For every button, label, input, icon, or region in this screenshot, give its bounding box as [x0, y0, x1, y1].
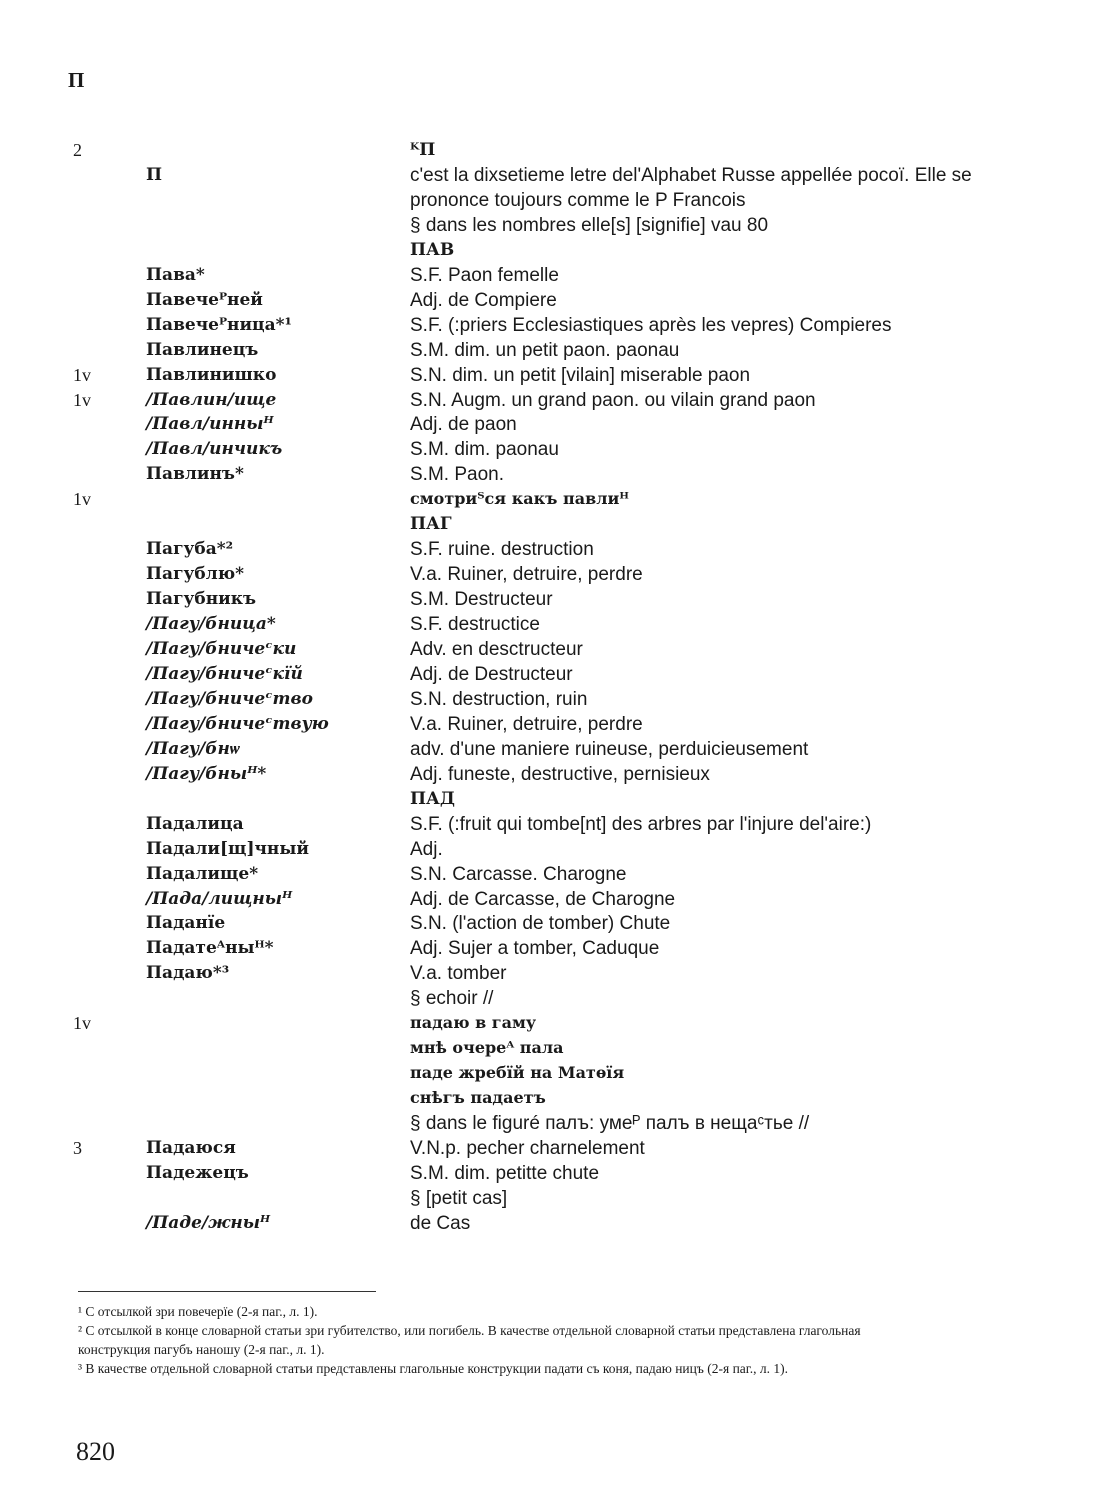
margin-note: 1v: [73, 364, 91, 385]
entry-row: [0, 414, 1109, 439]
definition: § [petit cas]: [410, 1187, 508, 1209]
headword: /Паде/жныᴴ: [146, 1212, 271, 1233]
running-head: П: [68, 68, 85, 92]
entry-row: [0, 439, 1109, 464]
definition: S.N. dim. un petit [vilain] miserable paon: [410, 364, 751, 386]
headword: Павлинецъ: [146, 339, 259, 360]
headword: /Пагу/бничеᶜтво: [146, 688, 313, 709]
headword: /Павл/инныᴴ: [146, 414, 274, 435]
entry-row: [0, 889, 1109, 914]
headword: /Пагу/бничеᶜтвую: [146, 713, 329, 734]
headword: Падатеᴬныᴴ*: [146, 938, 274, 959]
entry-row: [0, 714, 1109, 739]
entry-row: [0, 839, 1109, 864]
entry-row: [0, 365, 1109, 390]
page-number: 820: [76, 1437, 115, 1466]
entry-row: [0, 1038, 1109, 1063]
definition: снѣгъ падаетъ: [410, 1088, 546, 1108]
definition: S.M. Paon.: [410, 464, 504, 486]
entry-row: [0, 764, 1109, 789]
entry-row: [0, 938, 1109, 963]
entry-row: [0, 140, 1109, 165]
definition: Adj. de Carcasse, de Charogne: [410, 888, 676, 910]
headword: Паданїе: [146, 913, 226, 934]
entry-row: [0, 864, 1109, 889]
entry-row: [0, 963, 1109, 988]
entry-row: [0, 1213, 1109, 1238]
headword: Падалище*: [146, 863, 259, 884]
section-heading: ПАД: [410, 788, 456, 809]
entry-row: [0, 340, 1109, 365]
definition: смотриᵀся какъ павлиᴴ: [410, 489, 629, 509]
entry-row: [0, 165, 1109, 190]
headword: Падалица: [146, 813, 244, 834]
entry-row: [0, 290, 1109, 315]
headword: Падежецъ: [146, 1162, 249, 1183]
headword: Павлинишко: [146, 364, 277, 385]
headword: Пагубникъ: [146, 589, 257, 610]
definition: мнѣ очереᴬ пала: [410, 1038, 564, 1058]
entry-row: [0, 789, 1109, 814]
definition: S.N. Augm. un grand paon. ou vilain grand paon: [410, 389, 816, 411]
entry-row: [0, 689, 1109, 714]
definition: S.N. Carcasse. Charogne: [410, 863, 627, 885]
definition: de Cas: [410, 1212, 471, 1234]
margin-note: 2: [73, 140, 82, 160]
definition: S.M. dim. petitte chute: [410, 1162, 600, 1184]
headword: /Павл/инчикъ: [146, 439, 283, 460]
entry-row: [0, 240, 1109, 265]
margin-note: 1v: [73, 1013, 91, 1034]
definition: V.N.p. pecher charnelement: [410, 1138, 645, 1159]
definition: Adj. Sujer a tomber, Caduque: [410, 938, 660, 960]
headword: /Пагу/бничеᶜки: [146, 639, 297, 659]
entry-row: [0, 589, 1109, 614]
headword: Пагуба*²: [146, 539, 234, 560]
entry-row: [0, 664, 1109, 689]
entry-row: [0, 489, 1109, 514]
definition: S.N. (l'action de tomber) Chute: [410, 913, 671, 935]
entry-row: [0, 988, 1109, 1013]
headword: /Пагу/бница*: [146, 614, 276, 635]
margin-note: 1v: [73, 489, 91, 510]
definition: S.M. Destructeur: [410, 589, 553, 611]
definition: Adj.: [410, 838, 443, 860]
footnote-3: ³ В качестве отдельной словарной статьи представлены глагольные конструкции падати съ коня, падаю ницъ (2-я паг., л. 1).: [78, 1361, 789, 1376]
footnote-1: ¹ С отсылкой зри повечерїе (2-я паг., л. 1).: [78, 1304, 318, 1319]
definition: S.N. destruction, ruin: [410, 688, 588, 710]
entry-row: [0, 315, 1109, 340]
section-heading: ПАГ: [410, 514, 452, 535]
definition: S.F. ruine. destruction: [410, 539, 594, 561]
definition: Adv. en desctructeur: [410, 639, 583, 660]
entry-row: [0, 1088, 1109, 1113]
definition: S.F. Paon femelle: [410, 264, 559, 286]
definition: § dans le figuré палъ: умеᴾ палъ в нещаᶜтье //: [410, 1113, 810, 1135]
headword: Падали[щ]чный: [146, 838, 310, 859]
definition: S.M. dim. un petit paon. paonau: [410, 339, 680, 361]
definition: V.a. Ruiner, detruire, perdre: [410, 713, 643, 735]
definition: S.F. (:priers Ecclesiastiques après les vepres) Compieres: [410, 314, 892, 336]
headword: /Пагу/бнѡ: [146, 738, 240, 759]
entry-row: [0, 1138, 1109, 1163]
section-heading: ПАВ: [410, 239, 455, 260]
footnote-2: ² С отсылкой в конце словарной статьи зри губителство, или погибель. В качестве отдельной словарной статьи представлена глагольная: [78, 1323, 861, 1338]
headword: П: [146, 164, 163, 185]
margin-note: 3: [73, 1138, 82, 1158]
entry-row: [0, 1188, 1109, 1213]
entry-row: [0, 514, 1109, 539]
headword: /Пада/лищныᴴ: [146, 888, 293, 909]
entry-row: [0, 1013, 1109, 1038]
entry-row: [0, 464, 1109, 489]
footnote-2-cont: конструкция пагубъ наношу (2-я паг., л. 1).: [78, 1342, 325, 1357]
definition: Adj. funeste, destructive, pernisieux: [410, 763, 710, 785]
definition: § echoir //: [410, 988, 494, 1010]
definition: S.F. (:fruit qui tombe[nt] des arbres par l'injure del'aire:): [410, 813, 872, 835]
definition: Adj. de paon: [410, 414, 517, 436]
entry-row: [0, 215, 1109, 240]
entry-row: [0, 913, 1109, 938]
headword: Падаю*³: [146, 963, 230, 984]
entry-row: [0, 265, 1109, 290]
entry-row: [0, 1113, 1109, 1138]
footnote-divider: [78, 1291, 376, 1292]
headword: Павлинъ*: [146, 464, 244, 485]
entry-row: [0, 564, 1109, 589]
entry-row: [0, 190, 1109, 215]
headword: /Пагу/бныᴴ*: [146, 763, 267, 784]
definition: adv. d'une maniere ruineuse, perduicieusement: [410, 738, 809, 760]
headword: Падаюся: [146, 1138, 236, 1158]
definition: c'est la dixsetieme letre del'Alphabet Russe appellée pocoï. Elle se: [410, 164, 972, 186]
definition: Adj. de Destructeur: [410, 663, 573, 685]
definition: паде жребїй на Матѳїя: [410, 1063, 625, 1083]
headword: /Павлин/ище: [146, 389, 277, 410]
headword: Павечеᴾница*¹: [146, 314, 292, 335]
entry-row: [0, 639, 1109, 664]
definition: § dans les nombres elle[s] [signifie] vau 80: [410, 214, 769, 236]
headword: /Пагу/бничеᶜкїй: [146, 663, 303, 684]
entry-row: [0, 390, 1109, 415]
entry-row: [0, 1063, 1109, 1088]
entry-row: [0, 614, 1109, 639]
section-heading: ᴷП: [410, 140, 436, 160]
entry-row: [0, 739, 1109, 764]
definition: S.M. dim. paonau: [410, 439, 559, 461]
definition: prononce toujours comme le P Francois: [410, 189, 746, 211]
definition: Adj. de Compiere: [410, 289, 557, 311]
headword: Пагублю*: [146, 564, 245, 585]
definition: S.F. destructice: [410, 614, 540, 636]
entry-row: [0, 1163, 1109, 1188]
definition: V.a. Ruiner, detruire, perdre: [410, 564, 643, 586]
entry-row: [0, 539, 1109, 564]
entry-row: [0, 814, 1109, 839]
margin-note: 1v: [73, 389, 91, 410]
headword: Пава*: [146, 264, 205, 285]
definition: V.a. tomber: [410, 963, 507, 985]
headword: Павечеᴾней: [146, 289, 263, 310]
definition: падаю в гаму: [410, 1013, 537, 1033]
